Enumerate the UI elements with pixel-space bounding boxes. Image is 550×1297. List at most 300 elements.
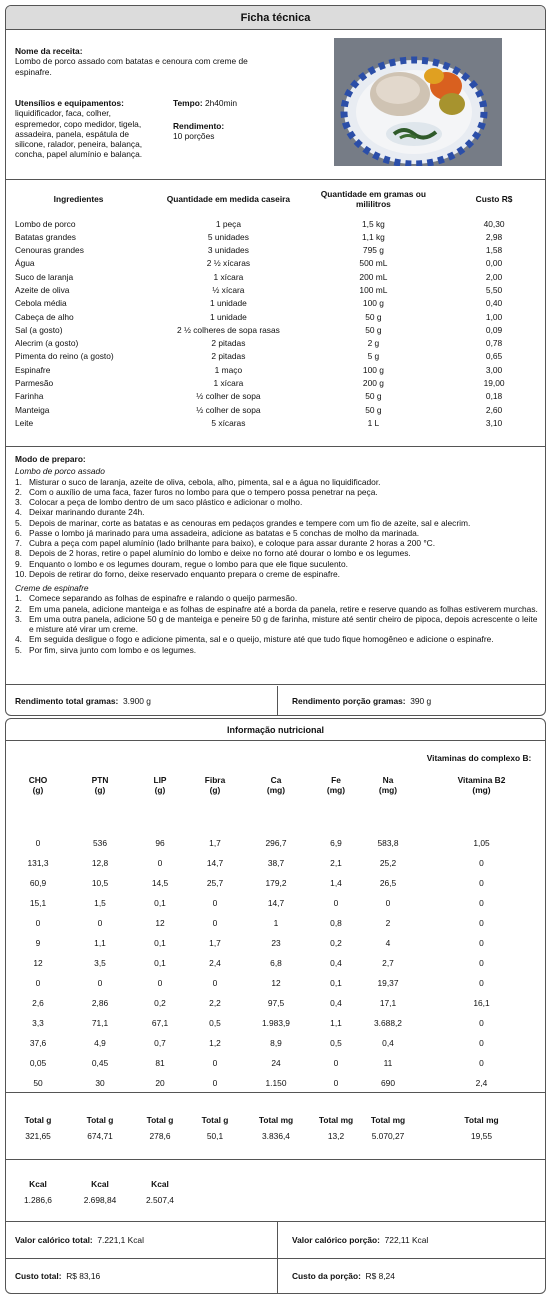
ingredient-gram-measure: 795 g [362, 245, 384, 256]
total-header: Total g [24, 1114, 52, 1125]
nutrition-cell: 0 [333, 897, 339, 908]
prep-step [15, 487, 538, 497]
nutrition-cell: 0 [212, 1057, 218, 1068]
prep-step [15, 569, 538, 579]
nutrient-unit: (mg) [266, 784, 286, 795]
total-header: Total g [86, 1114, 114, 1125]
kcal-separator [6, 1159, 546, 1160]
ingredient-gram-measure: 200 mL [359, 271, 388, 282]
nutrient-header [312, 765, 360, 795]
prep-step-text: Depois de retirar do forno, deixe reservado enquanto prepara o creme de espinafre. [29, 568, 340, 579]
nutrient-header [240, 765, 312, 795]
nutrition-cell: 15,1 [29, 897, 47, 908]
ingredient-home-measure: 2 pitadas [211, 351, 246, 362]
totals-header-row [6, 1107, 546, 1125]
nutrient-unit: (g) [32, 784, 44, 795]
prep-step-text: Em uma panela, adicione manteiga e as folhas de espinafre até a borda da panela, retire e reserve quando as folhas estiverem murchas. [29, 603, 538, 614]
prep-step-text: Depois de 2 horas, retire o papel alumínio do lombo e deixe no forno até dourar o lombo e os legumes. [29, 548, 411, 559]
prep-step [15, 538, 538, 548]
nutrition-cell: 25,7 [206, 877, 224, 888]
prep-step [15, 477, 538, 487]
nutrition-cell: 19,37 [377, 977, 399, 988]
nutrition-cell: 296,7 [265, 837, 287, 848]
ingredient-cost: 2,00 [485, 271, 503, 282]
ingredient-cost: 0,09 [485, 324, 503, 335]
prep-step [15, 604, 538, 614]
nutrition-cell: 1,7 [209, 937, 221, 948]
nutrition-cell: 0 [333, 1077, 339, 1088]
recipe-sheet [5, 5, 546, 716]
nutrition-cell: 0 [479, 877, 484, 888]
prep-step-text: Em uma outra panela, adicione 50 g de manteiga e peneire 50 g de farinha, misture até sentir cheiro de pipoca, depois acrescente o leite e misture até virar um creme. [29, 613, 538, 634]
ingredient-home-measure: 5 xícaras [211, 417, 246, 428]
nutrition-cell: 0,5 [330, 1037, 342, 1048]
total-header: Total mg [258, 1114, 294, 1125]
nutrition-cell: 1,5 [94, 897, 106, 908]
ingredient-home-measure: 1 maço [214, 364, 243, 375]
ingredient-cost: 0,18 [485, 391, 503, 402]
nutrition-cell: 30 [95, 1077, 105, 1088]
nutrient-unit: (g) [209, 784, 221, 795]
nutrition-sheet [5, 718, 546, 1294]
ingredient-gram-measure: 5 g [367, 351, 380, 362]
nutrient-header [6, 765, 70, 795]
total-header: Total mg [370, 1114, 406, 1125]
nutrition-cell: 0 [479, 917, 484, 928]
nutrition-cell: 2,1 [330, 857, 342, 868]
nutrition-cell: 60,9 [29, 877, 47, 888]
nutrition-cell: 23 [271, 937, 281, 948]
recipe-header [6, 30, 545, 180]
ingredient-home-measure: 1 xícara [213, 378, 244, 389]
total-yield-label: Rendimento total gramas: [15, 696, 119, 706]
nutrition-cell: 8,9 [270, 1037, 282, 1048]
nutrition-cell: 71,1 [91, 1017, 109, 1028]
ingredient-home-measure: 5 unidades [207, 231, 249, 242]
ingredient-name: Pimenta do reino (a gosto) [15, 351, 114, 362]
nutrient-header [190, 765, 240, 795]
ingredient-cost: 0,65 [485, 351, 503, 362]
yield-block [173, 121, 224, 142]
nutrition-cell: 6,8 [270, 957, 282, 968]
nutrition-cell: 0 [157, 977, 163, 988]
nutrition-cell: 0,7 [154, 1037, 166, 1048]
nutrition-cell: 0 [479, 1037, 484, 1048]
nutrition-row [6, 853, 546, 873]
yield-divider [277, 686, 278, 716]
nutrition-cell: 26,5 [379, 877, 397, 888]
prep-section-title: Lombo de porco assado [15, 466, 105, 477]
total-header: Total mg [464, 1114, 499, 1125]
ingredient-cost: 5,50 [485, 285, 503, 295]
ingredient-row [6, 283, 546, 296]
nutrition-row [6, 993, 546, 1013]
nutrition-cell: 0 [35, 917, 41, 928]
prep-step [15, 528, 538, 538]
nutrient-name: Fe [331, 774, 341, 785]
nutrient-header [360, 765, 416, 795]
ingredients-table [6, 181, 546, 430]
nutrition-cell: 2,4 [475, 1077, 488, 1088]
total-header: Total mg [318, 1114, 354, 1125]
ingredient-name: Espinafre [15, 364, 51, 375]
prep-step-number: 4. [15, 634, 22, 645]
nutrition-cell: 0 [479, 1017, 484, 1028]
ingredient-cost: 3,10 [485, 417, 503, 428]
ingredient-gram-measure: 200 g [362, 378, 384, 389]
nutrition-cell: 0 [212, 977, 218, 988]
ingredient-name: Cenouras grandes [15, 245, 84, 256]
time-label: Tempo: [173, 98, 203, 108]
nutrition-row [6, 973, 546, 993]
total-value: 3.836,4 [262, 1130, 290, 1141]
dish-photo-illustration [334, 38, 502, 166]
nutrition-cell: 12 [155, 917, 165, 928]
nutrition-cell: 0 [333, 1057, 339, 1068]
nutrient-header [416, 765, 546, 795]
portion-calories-value: 722,11 Kcal [384, 1235, 429, 1245]
nutrition-cell: 16,1 [473, 997, 490, 1008]
nutrient-name: Fibra [204, 774, 226, 785]
ingredients-section [6, 181, 546, 447]
total-cost-label: Custo total: [15, 1271, 62, 1281]
prep-step [15, 548, 538, 558]
nutrition-cell: 0 [385, 897, 391, 908]
nutrition-row [6, 873, 546, 893]
dish-photo [334, 38, 502, 166]
nutrient-unit: (mg) [378, 784, 398, 795]
ingredient-cost: 1,58 [485, 245, 503, 256]
nutrition-cell: 67,1 [151, 1017, 169, 1028]
total-yield [6, 686, 151, 716]
ingredient-row [6, 297, 546, 310]
ingredient-cost: 19,00 [483, 378, 505, 389]
nutrition-cell: 1,1 [94, 937, 106, 948]
ingredient-row [6, 390, 546, 403]
ingredient-name: Cabeça de alho [15, 311, 74, 322]
ingredient-name: Lombo de porco [15, 218, 76, 229]
nutrition-row [6, 1013, 546, 1033]
total-value: 5.070,27 [371, 1130, 405, 1141]
kcal-value-row [6, 1189, 190, 1211]
ingredient-home-measure: 2 ½ colheres de sopa rasas [176, 324, 280, 335]
nutrition-cell: 20 [155, 1077, 165, 1088]
nutrition-cell: 14,5 [151, 877, 169, 888]
ingredient-cost: 2,60 [485, 404, 503, 415]
nutrient-name: Vitamina B2 [457, 774, 506, 785]
kcal-value: 1.286,6 [24, 1194, 52, 1205]
ingredient-home-measure: 1 unidade [210, 298, 247, 309]
kcal-value: 2.507,4 [146, 1194, 174, 1205]
ingredient-name: Água [15, 258, 35, 269]
ingredient-gram-measure: 1,1 kg [361, 231, 385, 242]
nutrition-cell: 0,2 [154, 997, 166, 1008]
ingredient-gram-measure: 100 mL [359, 285, 388, 295]
total-value: 278,6 [149, 1130, 171, 1141]
nutrition-header-row [6, 765, 546, 795]
nutrition-cell: 0,1 [154, 937, 166, 948]
nutrition-cell: 11 [383, 1057, 393, 1068]
nutrition-cell: 24 [271, 1057, 281, 1068]
nutrition-cell: 25,2 [379, 857, 397, 868]
ingredient-row [6, 270, 546, 283]
preparation-section [6, 448, 546, 685]
total-value: 19,55 [471, 1130, 492, 1141]
nutrition-cell: 37,6 [29, 1037, 47, 1048]
ingredient-gram-measure: 50 g [365, 391, 382, 402]
total-calories-value: 7.221,1 Kcal [97, 1235, 144, 1245]
prep-step-number: 2. [15, 603, 22, 614]
nutrient-unit: (mg) [472, 784, 491, 795]
nutrition-row [6, 1033, 546, 1053]
total-value: 13,2 [327, 1130, 345, 1141]
kcal-header: Kcal [29, 1178, 47, 1189]
nutrition-row [6, 913, 546, 933]
ingredient-home-measure: 2 pitadas [211, 338, 246, 349]
prep-step-text: Colocar a peça de lombo dentro de um saco plástico e adicionar o molho. [29, 497, 303, 507]
portion-calories [283, 1222, 428, 1258]
ingredient-name: Farinha [15, 391, 44, 402]
ingredient-name: Sal (a gosto) [15, 324, 63, 335]
prep-step [15, 593, 538, 603]
kcal-header: Kcal [91, 1178, 109, 1189]
prep-step-number: 2. [15, 486, 22, 497]
gram-measure-header: Quantidade em gramas ou mililitros [320, 188, 426, 209]
prep-step [15, 497, 538, 507]
nutrition-cell: 2,7 [382, 957, 394, 968]
ingredient-name: Leite [15, 417, 34, 428]
nutrition-cell: 4 [385, 937, 391, 948]
nutrition-cell: 2,6 [32, 997, 44, 1008]
nutrition-cell: 0,05 [29, 1057, 47, 1068]
nutrition-cell: 0 [479, 857, 484, 868]
ingredient-home-measure: ½ colher de sopa [196, 391, 261, 402]
cost-header: Custo R$ [475, 193, 513, 204]
nutrition-cell: 2,2 [209, 997, 221, 1008]
nutrition-cell: 0 [479, 937, 484, 948]
totals-table [6, 1107, 546, 1147]
ingredient-name: Manteiga [15, 404, 50, 415]
portion-yield [283, 686, 431, 716]
ingredients-header-row [6, 181, 546, 217]
nutrition-cell: 12,8 [91, 857, 109, 868]
ingredient-gram-measure: 1,5 kg [361, 218, 385, 229]
ingredient-row [6, 323, 546, 336]
ingredient-cost: 0,40 [485, 298, 503, 309]
nutrition-row [6, 953, 546, 973]
prep-step-number: 5. [15, 517, 22, 528]
nutrition-cell: 14,7 [267, 897, 285, 908]
total-calories [6, 1222, 144, 1258]
prep-step-text: Em seguida desligue o fogo e adicione pimenta, sal e o queijo, misture até que tudo fique homogêneo e adicione o espinafre. [29, 634, 494, 645]
nutrition-cell: 6,9 [330, 837, 342, 848]
prep-step-list [15, 477, 538, 580]
nutrition-cell: 1,2 [209, 1037, 221, 1048]
nutrition-cell: 4,9 [94, 1037, 106, 1048]
portion-cost-value: R$ 8,24 [365, 1271, 395, 1281]
yield-value: 10 porções [173, 131, 215, 142]
nutrition-cell: 179,2 [265, 877, 287, 888]
prep-step-number: 3. [15, 613, 22, 624]
ingredient-row [6, 363, 546, 376]
nutrition-cell: 536 [93, 837, 107, 848]
ingredient-gram-measure: 1 L [367, 417, 380, 428]
ingredient-cost: 2,98 [485, 231, 503, 242]
nutrient-name: Na [382, 774, 394, 785]
time-block [173, 98, 237, 108]
utensils-label: Utensílios e equipamentos: [15, 98, 124, 108]
nutrient-unit: (g) [154, 784, 166, 795]
nutrition-cell: 0 [157, 857, 163, 868]
ingredient-row [6, 244, 546, 257]
nutrition-cell: 0 [35, 977, 41, 988]
prep-step-text: Comece separando as folhas de espinafre e ralando o queijo parmesão. [29, 593, 298, 604]
nutrient-unit: (mg) [326, 784, 346, 795]
ingredient-gram-measure: 100 g [362, 364, 384, 375]
nutrition-cell: 0 [97, 977, 103, 988]
total-header: Total g [146, 1114, 174, 1125]
ingredient-home-measure: ½ xícara [212, 285, 245, 295]
ingredient-row [6, 337, 546, 350]
nutrition-table [6, 765, 546, 1093]
portion-yield-value: 390 g [410, 696, 432, 706]
nutrition-row [6, 1073, 546, 1093]
yield-label: Rendimento: [173, 121, 225, 131]
utensils-block [15, 98, 155, 160]
nutrition-cell: 690 [381, 1077, 395, 1088]
ingredient-gram-measure: 100 g [362, 298, 384, 309]
nutrition-cell: 0,2 [330, 937, 342, 948]
nutrient-name: PTN [91, 774, 109, 785]
nutrition-row [6, 833, 546, 853]
prep-step-text: Deixar marinando durante 24h. [29, 507, 145, 518]
ingredient-row [6, 310, 546, 323]
recipe-name-block [15, 46, 265, 77]
total-yield-value: 3.900 g [122, 696, 151, 706]
nutrition-cell: 0,4 [330, 957, 342, 968]
nutrition-cell: 96 [155, 837, 165, 848]
nutrition-cell: 0 [479, 957, 484, 968]
ingredient-name: Batatas grandes [15, 231, 76, 242]
total-value: 50,1 [206, 1130, 224, 1141]
nutrient-header [130, 765, 190, 795]
portion-yield-label: Rendimento porção gramas: [292, 696, 406, 706]
prep-step-number: 1. [15, 476, 22, 487]
prep-step-text: Misturar o suco de laranja, azeite de oliva, cebola, alho, pimenta, sal e a água no liquidificador. [29, 476, 381, 487]
prep-step-number: 7. [15, 538, 22, 548]
ingredient-cost: 1,00 [485, 311, 503, 322]
prep-step-text: Por fim, sirva junto com lombo e os legumes. [29, 644, 197, 655]
prep-step-text: Cubra a peça com papel alumínio (lado brilhante para baixo), e coloque para assar durante 2 horas a 200 °C. [29, 538, 436, 548]
prep-step [15, 559, 538, 569]
nutrition-cell: 1,7 [209, 837, 221, 848]
home-measure-header: Quantidade em medida caseira [166, 193, 291, 204]
nutrition-row [6, 893, 546, 913]
nutrition-cell: 81 [155, 1057, 165, 1068]
nutrition-cell: 0 [35, 837, 41, 848]
prep-step [15, 518, 538, 528]
prep-step-number: 6. [15, 527, 22, 538]
ingredient-name: Suco de laranja [15, 271, 74, 282]
totals-separator [6, 1092, 546, 1093]
nutrition-cell: 1 [273, 917, 279, 928]
ingredient-gram-measure: 50 g [365, 324, 382, 335]
nutrition-title: Informação nutricional [6, 719, 545, 741]
nutrition-cell: 38,7 [267, 857, 285, 868]
nutrient-name: LIP [153, 774, 167, 785]
prep-step-text: Depois de marinar, corte as batatas e as cenouras em pedaços grandes e tempere com um fio de azeite, sal e alecrim. [29, 517, 471, 528]
prep-step [15, 614, 538, 635]
ingredient-row [6, 416, 546, 429]
preparation-label: Modo de preparo: [15, 454, 86, 464]
nutrition-cell: 0,4 [330, 997, 342, 1008]
nutrition-cell: 3.688,2 [374, 1017, 402, 1028]
nutrition-cell: 0,8 [330, 917, 342, 928]
total-value: 674,71 [87, 1130, 113, 1141]
nutrition-cell: 1.983,9 [262, 1017, 290, 1028]
ingredient-gram-measure: 2 g [367, 338, 380, 349]
ingredient-gram-measure: 50 g [365, 311, 382, 322]
prep-step-text: Passe o lombo já marinado para uma assadeira, adicione as batatas e 5 conchas de molho da marinada. [29, 527, 420, 538]
nutrition-cell: 2,4 [209, 957, 221, 968]
nutrient-unit: (g) [94, 784, 106, 795]
total-header: Total g [201, 1114, 229, 1125]
nutrition-cell: 1,4 [330, 877, 342, 888]
portion-calories-label: Valor calórico porção: [292, 1235, 380, 1245]
prep-step [15, 645, 538, 655]
ingredient-home-measure: 1 unidade [210, 311, 247, 322]
ingredient-home-measure: 2 ½ xícaras [206, 258, 251, 269]
nutrition-cell: 0,1 [330, 977, 342, 988]
time-value: 2h40min [204, 98, 238, 108]
nutrition-cell: 0,4 [382, 1037, 394, 1048]
prep-step-number: 4. [15, 507, 22, 518]
nutrition-row [6, 933, 546, 953]
nutrition-cell: 1.150 [265, 1077, 287, 1088]
prep-step-number: 9. [15, 558, 22, 569]
yield-totals [6, 686, 546, 716]
recipe-name-label: Nome da receita: [15, 46, 83, 56]
nutrition-cell: 0 [479, 977, 484, 988]
nutrition-cell: 9 [35, 937, 41, 948]
nutrient-name: CHO [28, 774, 48, 785]
nutrition-cell: 0 [212, 897, 218, 908]
nutrition-cell: 0,45 [91, 1057, 109, 1068]
vitamin-group-header: Vitaminas do complexo B: [426, 753, 532, 763]
kcal-header: Kcal [151, 1178, 169, 1189]
prep-step-number: 8. [15, 548, 22, 559]
prep-step-number: 1. [15, 593, 22, 604]
ingredient-row [6, 377, 546, 390]
total-calories-label: Valor calórico total: [15, 1235, 93, 1245]
nutrition-cell: 0,1 [154, 897, 166, 908]
prep-step-number: 5. [15, 644, 22, 655]
nutrition-cell: 14,7 [206, 857, 224, 868]
ingredient-cost: 0,00 [485, 258, 503, 269]
prep-step [15, 634, 538, 644]
ingredient-cost: 3,00 [485, 364, 503, 375]
total-cost [6, 1258, 100, 1294]
total-value: 321,65 [25, 1130, 51, 1141]
nutrient-name: Ca [270, 774, 282, 785]
ingredient-home-measure: ½ colher de sopa [196, 404, 261, 415]
ingredient-home-measure: 3 unidades [207, 245, 249, 256]
portion-cost-label: Custo da porção: [292, 1271, 361, 1281]
ingredient-gram-measure: 50 g [365, 404, 382, 415]
total-cost-value: R$ 83,16 [66, 1271, 101, 1281]
nutrition-cell: 0 [212, 1077, 218, 1088]
nutrition-cell: 3,5 [94, 957, 106, 968]
